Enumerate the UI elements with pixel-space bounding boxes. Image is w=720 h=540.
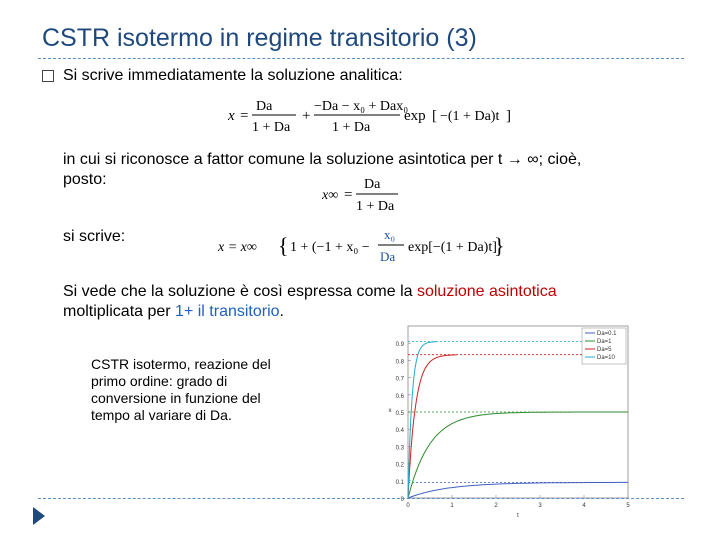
- x-axis-label: t: [517, 513, 519, 518]
- legend-label: Da=10: [597, 355, 615, 361]
- conclusion-text-a: Si vede che la soluzione è così espressa come la: [63, 283, 417, 300]
- y-tick-label: 0.1: [395, 479, 404, 486]
- svg-text:{: {: [278, 233, 289, 258]
- y-tick-label: 0.5: [395, 411, 404, 417]
- eq2-n: Da: [364, 177, 381, 192]
- bottom-divider: [38, 498, 684, 499]
- legend-label: Da=5: [597, 347, 612, 353]
- y-axis-label: x: [388, 408, 392, 414]
- eq1-n2: −Da − x₀ + Dax₀: [314, 99, 409, 114]
- y-tick-label: 0.3: [395, 445, 404, 452]
- y-tick-label: 0.7: [395, 376, 404, 383]
- equation-1-graphic: [228, 96, 518, 136]
- svg-text:]: ]: [506, 108, 511, 124]
- y-tick-label: 0.9: [395, 342, 404, 349]
- y-tick-label: 0.8: [395, 359, 404, 366]
- svg-text:[: [: [432, 108, 437, 124]
- eq3-inner: 1 + (−1 + x₀ −: [290, 240, 370, 255]
- conversion-chart: [380, 318, 642, 518]
- equation-asymptotic: [322, 175, 412, 215]
- bullet-text: Si scrive immediatamente la soluzione analitica:: [63, 67, 403, 84]
- svg-text:+: +: [302, 108, 311, 124]
- equation-solution: [228, 96, 518, 136]
- eq1-eq: =: [240, 108, 249, 124]
- bullet-square-icon: [42, 70, 54, 82]
- paragraph-asymptotic-line1: in cui si riconosce a fattor comune la soluzione asintotica per t → ∞; cioè,: [63, 151, 582, 168]
- conclusion-text-b: moltiplicata per: [63, 303, 176, 320]
- equation-3-graphic: [218, 225, 508, 269]
- conversion-chart-svg: [380, 318, 642, 518]
- conclusion-text-red: soluzione asintotica: [416, 283, 557, 300]
- legend-label: Da=0.1: [597, 331, 617, 337]
- y-tick-label: 0.6: [395, 393, 404, 400]
- eq1-n1: Da: [256, 99, 273, 114]
- top-divider: [38, 58, 684, 59]
- svg-text:}: }: [494, 233, 505, 258]
- conclusion-text-blue: 1+ il transitorio: [175, 303, 280, 320]
- eq1-arg: −(1 + Da)t: [440, 109, 500, 124]
- y-tick-label: 0.2: [395, 462, 404, 469]
- x-tick-label: 5: [626, 503, 630, 509]
- eq2-d: 1 + Da: [356, 199, 395, 214]
- conclusion-text-c: .: [279, 303, 284, 320]
- eq3-frac-d: Da: [380, 249, 396, 264]
- slide-title: CSTR isotermo in regime transitorio (3): [42, 24, 477, 52]
- x-tick-label: 3: [538, 503, 542, 509]
- figure-caption: CSTR isotermo, reazione del primo ordine: grado di conversione in funzione del tempo al variare di Da.: [91, 356, 271, 423]
- x-tick-label: 4: [582, 503, 586, 509]
- eq1-d1: 1 + Da: [252, 120, 291, 135]
- paragraph-asymptotic-line2: posto:: [63, 171, 107, 188]
- eq3-exp: exp[−(1 + Da)t]: [408, 240, 497, 255]
- equation-rewritten: [218, 225, 508, 269]
- eq3-frac-n: x₀: [384, 227, 396, 242]
- legend-label: Da=1: [597, 339, 612, 345]
- eq1-x: x: [228, 108, 235, 124]
- x-tick-label: 1: [450, 503, 454, 509]
- eq3-lhs: x = x∞: [218, 240, 257, 255]
- paragraph-si-scrive: si scrive:: [63, 228, 126, 245]
- y-tick-label: 0: [400, 497, 404, 503]
- eq2-eq: =: [344, 187, 353, 203]
- eq1-d2: 1 + Da: [332, 120, 371, 135]
- eq2-lhs: x∞: [322, 188, 339, 203]
- next-slide-arrow-icon[interactable]: [33, 507, 45, 525]
- x-tick-label: 0: [406, 503, 410, 509]
- paragraph-conclusion: [63, 282, 663, 322]
- x-tick-label: 2: [494, 503, 498, 509]
- equation-2-graphic: [322, 175, 412, 215]
- eq1-exp: exp: [404, 108, 426, 124]
- y-tick-label: 0.4: [395, 428, 404, 435]
